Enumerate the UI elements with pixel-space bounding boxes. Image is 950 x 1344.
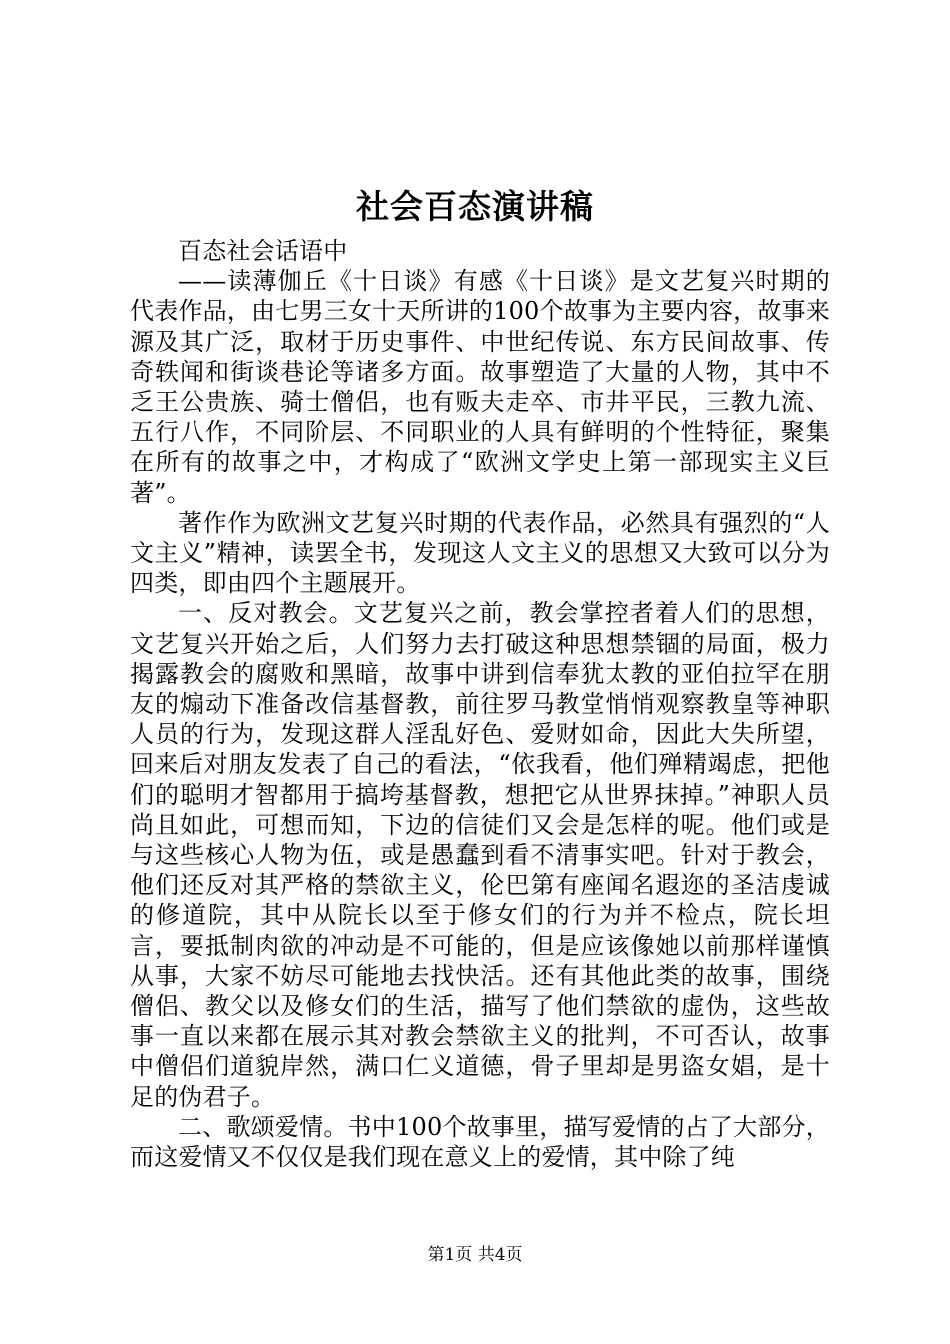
document-body xyxy=(130,236,830,1172)
paragraph-oppose-church: 一、反对教会。文艺复兴之前，教会掌控者着人们的思想，文艺复兴开始之后，人们努力去打破这种思想禁锢的局面，极力揭露教会的腐败和黑暗，故事中讲到信奉犹太教的亚伯拉罕在朋友的煽动下准备改信基督教，前往罗马教堂悄悄观察教皇等神职人员的行为，发现这群人淫乱好色、爱财如命，因此大失所望，回来后对朋友发表了自己的看法，“依我看，他们殚精竭虑，把他们的聪明才智都用于搞垮基督教，想把它从世界抹掉。”神职人员尚且如此，可想而知，下边的信徒们又会是怎样的呢。他们或是与这些核心人物为伍，或是愚蠢到看不清事实吧。针对于教会，他们还反对其严格的禁欲主义，伦巴第有座闻名遐迩的圣洁虔诚的修道院，其中从院长以至于修女们的行为并不检点，院长坦言，要抵制肉欲的冲动是不可能的，但是应该像她以前那样谨慎从事，大家不妨尽可能地去找快活。还有其他此类的故事，围绕僧侣、教父以及修女们的生活，描写了他们禁欲的虚伪，这些故事一直以来都在展示其对教会禁欲主义的批判，不可否认，故事中僧侣们道貌岸然，满口仁义道德，骨子里却是男盗女娼，是十足的伪君子。 xyxy=(130,599,830,1111)
document-title: 社会百态演讲稿 xyxy=(356,187,594,226)
page-number-footer: 第1页 共4页 xyxy=(427,1245,523,1265)
paragraph-praise-love: 二、歌颂爱情。书中100个故事里，描写爱情的占了大部分，而这爱情又不仅仅是我们现在意义上的爱情，其中除了纯 xyxy=(130,1112,830,1172)
paragraph-intro: ——读薄伽丘《十日谈》有感《十日谈》是文艺复兴时期的代表作品，由七男三女十天所讲的100个故事为主要内容，故事来源及其广泛，取材于历史事件、中世纪传说、东方民间故事、传奇轶闻和街谈巷论等诸多方面。故事塑造了大量的人物，其中不乏王公贵族、骑士僧侣，也有贩夫走卒、市井平民，三教九流、五行八作，不同阶层、不同职业的人具有鲜明的个性特征，聚集在所有的故事之中，才构成了“欧洲文学史上第一部现实主义巨著”。 xyxy=(130,267,830,507)
paragraph-humanism: 著作作为欧洲文艺复兴时期的代表作品，必然具有强烈的“人文主义”精神，读罢全书，发现这人文主义的思想又大致可以分为四类，即由四个主题展开。 xyxy=(130,508,830,598)
paragraph-subtitle: 百态社会话语中 xyxy=(178,237,348,265)
